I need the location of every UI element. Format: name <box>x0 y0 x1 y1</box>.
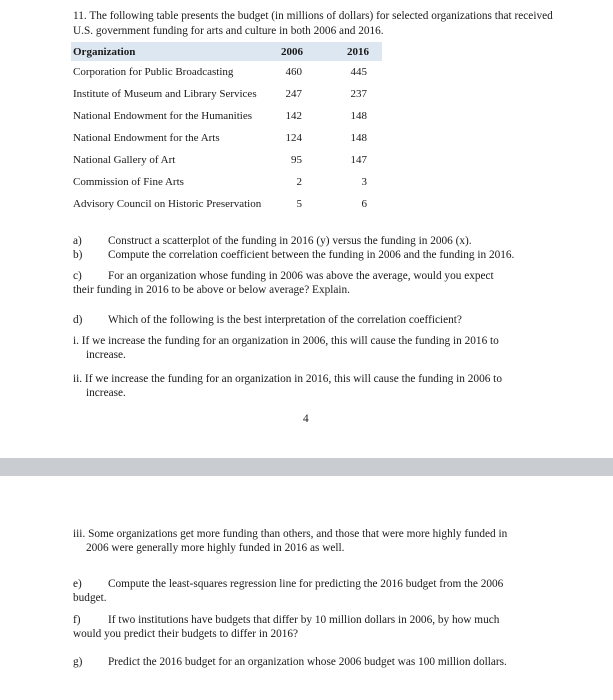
cell-2016: 445 <box>350 66 367 78</box>
cell-2016: 148 <box>350 132 367 144</box>
cell-2006: 124 <box>285 132 302 144</box>
page-number: 4 <box>303 413 309 425</box>
option-i-cont: increase. <box>86 349 126 361</box>
cell-2016: 237 <box>350 88 367 100</box>
option-ii-cont: increase. <box>86 387 126 399</box>
question-a-label: a) <box>73 235 82 247</box>
cell-2006: 142 <box>285 110 302 122</box>
question-b-text: Compute the correlation coefficient between the funding in 2006 and the funding in 2016. <box>108 249 515 261</box>
cell-2006: 5 <box>296 198 302 210</box>
table-header <box>71 42 382 61</box>
question-e-label: e) <box>73 578 82 590</box>
question-f-text: If two institutions have budgets that differ by 10 million dollars in 2006, by how much <box>108 614 500 626</box>
question-g-text: Predict the 2016 budget for an organization whose 2006 budget was 100 million dollars. <box>108 656 507 668</box>
cell-2006: 95 <box>291 154 302 166</box>
question-intro: 11. The following table presents the budget (in millions of dollars) for selected organizations that received U.S. government funding for arts and culture in both 2006 and 2016. <box>73 10 553 37</box>
header-2006: 2006 <box>281 46 303 58</box>
cell-organization: National Gallery of Art <box>73 154 176 166</box>
cell-organization: National Endowment for the Humanities <box>73 110 253 122</box>
table-row <box>71 193 382 215</box>
question-c-label: c) <box>73 270 82 282</box>
question-d-label: d) <box>73 314 83 326</box>
question-c-text: For an organization whose funding in 2006 was above the average, would you expect <box>108 270 494 282</box>
question-e-cont: budget. <box>73 592 107 604</box>
question-a-text: Construct a scatterplot of the funding in 2016 (y) versus the funding in 2006 (x). <box>108 235 472 247</box>
cell-organization: National Endowment for the Arts <box>73 132 220 144</box>
question-c-cont: their funding in 2016 to be above or below average? Explain. <box>73 284 350 296</box>
cell-organization: Institute of Museum and Library Services <box>73 88 257 100</box>
header-2016: 2016 <box>347 46 369 58</box>
option-iii-text: iii. Some organizations get more funding than others, and those that were more highly funded in <box>73 528 508 540</box>
cell-organization: Advisory Council on Historic Preservation <box>73 198 262 210</box>
cell-2016: 6 <box>361 198 367 210</box>
budget-table <box>71 42 382 215</box>
table-row <box>71 83 382 105</box>
table-row <box>71 61 382 83</box>
question-b-label: b) <box>73 249 83 261</box>
table-row <box>71 105 382 127</box>
table-row <box>71 149 382 171</box>
question-f-label: f) <box>73 614 81 626</box>
cell-organization: Corporation for Public Broadcasting <box>73 66 234 78</box>
cell-organization: Commission of Fine Arts <box>73 176 184 188</box>
option-i-text: i. If we increase the funding for an organization in 2006, this will cause the funding in 2016 to <box>73 335 499 347</box>
cell-2016: 148 <box>350 110 367 122</box>
table-row <box>71 127 382 149</box>
cell-2006: 460 <box>285 66 302 78</box>
option-iii-cont: 2006 were generally more highly funded in 2016 as well. <box>86 542 345 554</box>
header-organization: Organization <box>73 46 136 58</box>
question-f-cont: would you predict their budgets to differ in 2016? <box>73 628 299 640</box>
page-break-gap <box>0 458 613 476</box>
table-row <box>71 171 382 193</box>
option-ii-text: ii. If we increase the funding for an organization in 2016, this will cause the funding in 2006 to <box>73 373 502 385</box>
cell-2006: 247 <box>285 88 302 100</box>
question-g-label: g) <box>73 656 83 668</box>
cell-2016: 3 <box>361 176 367 188</box>
cell-2016: 147 <box>350 154 367 166</box>
question-d-text: Which of the following is the best interpretation of the correlation coefficient? <box>108 314 462 326</box>
question-e-text: Compute the least-squares regression line for predicting the 2016 budget from the 2006 <box>108 578 504 590</box>
cell-2006: 2 <box>296 176 302 188</box>
